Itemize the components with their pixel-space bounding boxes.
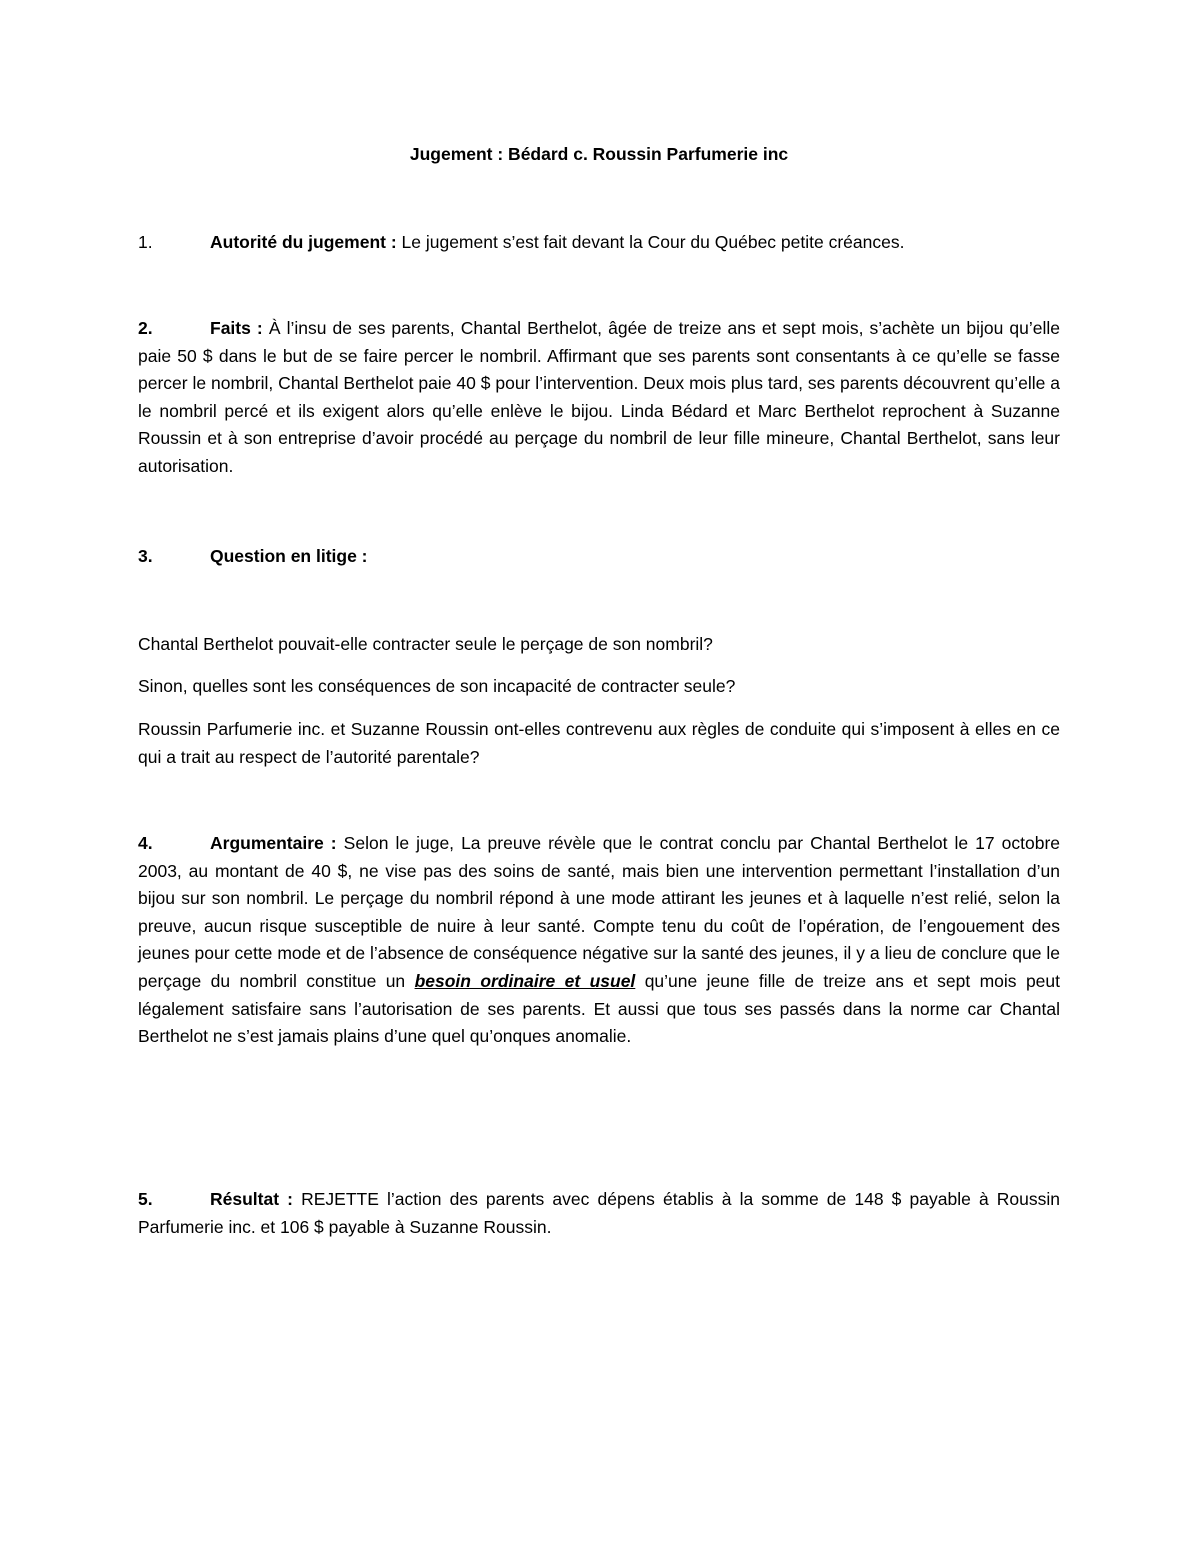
- section-heading: Autorité du jugement :: [210, 232, 397, 252]
- section-number: 2.: [138, 318, 153, 338]
- question-item: Chantal Berthelot pouvait-elle contracter seule le perçage de son nombril?: [138, 634, 713, 654]
- section-text-continued: qu’une jeune fille de treize ans et sept mois peut légalement satisfaire sans l’autorisation de ses parents. Et aussi que tous ses passés dans la norme car Chantal Berthelot ne s’est jamais plains d’une quel qu’onques anomalie.: [138, 970, 1061, 1047]
- section-question: [138, 543, 1060, 571]
- question-item: Roussin Parfumerie inc. et Suzanne Roussin ont-elles contrevenu aux règles de conduite qui s’imposent à elles en ce qui a trait au respect de l’autorité parentale?: [138, 719, 1060, 767]
- section-heading: Faits :: [210, 318, 263, 338]
- section-text: Selon le juge, La preuve révèle que le contrat conclu par Chantal Berthelot le 17 octobre 2003, au montant de 40 $, ne vise pas des soins de santé, mais bien une intervention permettant l’installation d’un bijou sur son nombril. Le perçage du nombril répond à une mode attirant les jeunes et à laquelle n’est relié, selon la preuve, aucun risque susceptible de nuire à leur santé. Compte tenu du coût de l’opération, de l’engouement des jeunes pour cette mode et de l’absence de conséquence négative sur la santé des jeunes, il y a lieu de conclure que le perçage du nombril constitue un: [138, 833, 1061, 991]
- section-heading: Résultat :: [210, 1189, 293, 1209]
- section-number: 5.: [138, 1189, 153, 1209]
- section-number: 4.: [138, 833, 153, 853]
- section-heading: Question en litige :: [210, 546, 368, 566]
- emphasized-term: besoin ordinaire et usuel: [414, 970, 636, 991]
- section-text: À l’insu de ses parents, Chantal Berthelot, âgée de treize ans et sept mois, s’achète un bijou qu’elle paie 50 $ dans le but de se faire percer le nombril. Affirmant que ses parents sont consentants à ce qu’elle se fasse percer le nombril, Chantal Berthelot paie 40 $ pour l’intervention. Deux mois plus tard, ses parents découvrent qu’elle a le nombril percé et ils exigent alors qu’elle enlève le bijou. Linda Bédard et Marc Berthelot reprochent à Suzanne Roussin et à son entreprise d’avoir procédé au perçage du nombril de leur fille mineure, Chantal Berthelot, sans leur autorisation.: [138, 318, 1060, 476]
- question-item: Sinon, quelles sont les conséquences de son incapacité de contracter seule?: [138, 676, 736, 696]
- document-title: Jugement : Bédard c. Roussin Parfumerie inc: [409, 144, 789, 164]
- section-number: 1.: [138, 232, 153, 252]
- section-resultat: [138, 1186, 1060, 1241]
- section-number: 3.: [138, 546, 153, 566]
- section-autorite: [138, 229, 1060, 257]
- document-page: [138, 0, 1060, 1553]
- section-faits: [138, 315, 1060, 481]
- section-text: Le jugement s’est fait devant la Cour du Québec petite créances.: [396, 232, 905, 252]
- section-argumentaire: [138, 830, 1060, 1051]
- section-text: REJETTE l’action des parents avec dépens établis à la somme de 148 $ payable à Roussin Parfumerie inc. et 106 $ payable à Suzanne Roussin.: [138, 1189, 1061, 1237]
- section-heading: Argumentaire :: [210, 833, 337, 853]
